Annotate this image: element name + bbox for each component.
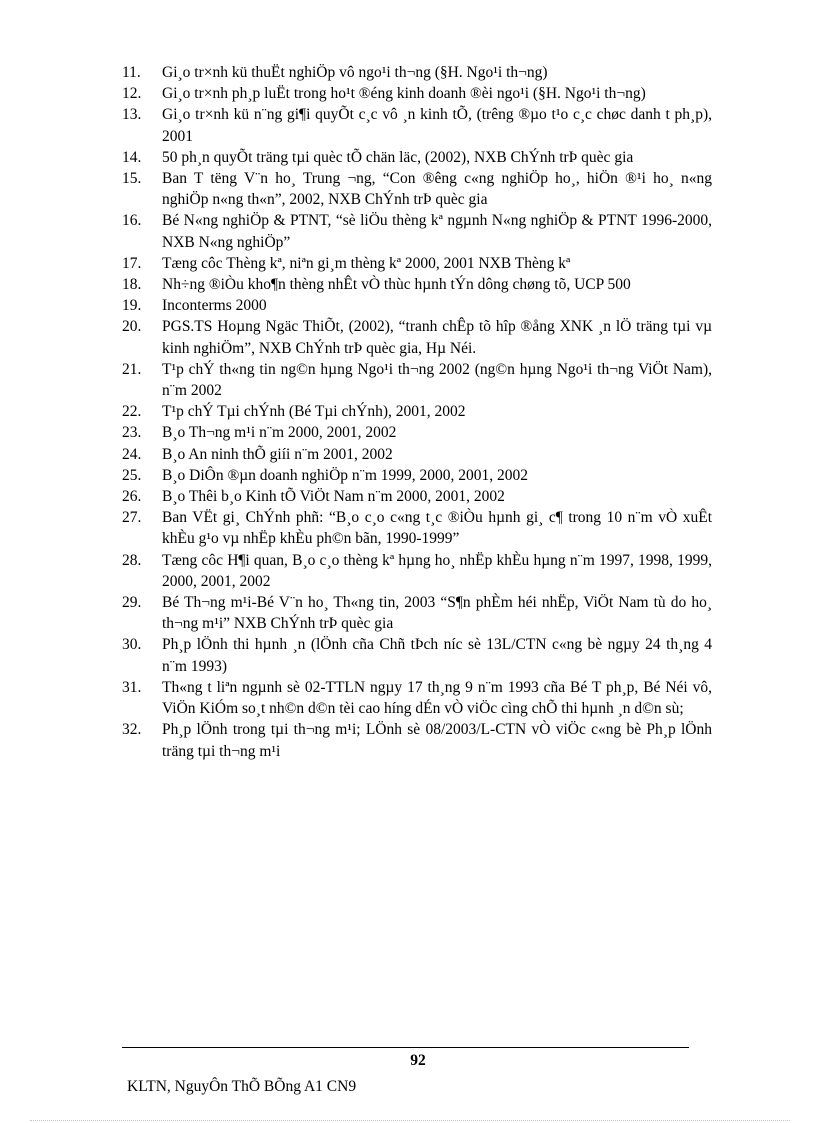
reference-item xyxy=(122,253,712,274)
reference-number: 17. xyxy=(122,254,142,272)
reference-item xyxy=(122,634,712,676)
reference-item xyxy=(122,677,712,719)
reference-item xyxy=(122,507,712,549)
reference-number: 30. xyxy=(122,636,142,654)
reference-number: 11. xyxy=(122,64,141,81)
reference-text: B¸o Th¬ng m¹i n¨m 2000, 2001, 2002 xyxy=(162,424,397,442)
reference-text: Ban VËt gi¸ ChÝnh phñ: “B¸o c¸o c«ng t¸c ®iÒu hµnh gi¸ c¶ trong 10 n¨m vÒ xuÊt khÈu g¹o vµ nhËp khÈu ph©n bãn, 1990-1999” xyxy=(162,509,712,548)
reference-text: Gi¸o tr×nh kü n¨ng gi¶i quyÕt c¸c vô ¸n kinh tÕ, (trêng ®µo t¹o c¸c chøc danh t ph¸p), 2001 xyxy=(162,106,712,145)
reference-number: 18. xyxy=(122,276,142,294)
footer-divider xyxy=(122,1047,689,1048)
reference-number: 13. xyxy=(122,106,142,124)
reference-text: Inconterms 2000 xyxy=(162,297,267,315)
reference-text: 50 ph¸n quyÕt träng tµi quèc tÕ chän läc, (2002), NXB ChÝnh trÞ quèc gia xyxy=(162,148,634,166)
reference-item xyxy=(122,359,712,401)
reference-item xyxy=(122,295,712,316)
reference-item xyxy=(122,83,712,104)
reference-text: Ph¸p lÖnh trong tµi th¬ng m¹i; LÖnh sè 08/2003/L-CTN vÒ viÖc c«ng bè Ph¸p lÖnh träng tµi th¬ng m¹i xyxy=(162,721,712,760)
reference-number: 12. xyxy=(122,85,142,103)
bottom-dotted-line xyxy=(30,1120,790,1121)
reference-text: Ban T tëng V¨n ho¸ Trung ¬ng, “Con ®êng c«ng nghiÖp ho¸, hiÖn ®¹i ho¸ n«ng nghiÖp n«ng th«n”, 2002, NXB ChÝnh trÞ quèc gia xyxy=(162,170,712,209)
reference-number: 28. xyxy=(122,551,142,569)
reference-number: 14. xyxy=(122,148,142,166)
reference-item xyxy=(122,62,712,83)
reference-text: Tæng côc H¶i quan, B¸o c¸o thèng kª hµng ho¸ nhËp khÈu hµng n¨m 1997, 1998, 1999, 2000, 2001, 2002 xyxy=(162,551,712,590)
reference-text: Gi¸o tr×nh kü thuËt nghiÖp vô ngo¹i th¬ng (§H. Ngo¹i th¬ng) xyxy=(162,64,548,81)
reference-text: B¸o Thêi b¸o Kinh tÕ ViÖt Nam n¨m 2000, 2001, 2002 xyxy=(162,488,505,506)
reference-text: B¸o DiÔn ®µn doanh nghiÖp n¨m 1999, 2000, 2001, 2002 xyxy=(162,466,528,484)
reference-number: 20. xyxy=(122,318,142,336)
reference-number: 16. xyxy=(122,212,142,230)
reference-list xyxy=(122,62,712,762)
reference-number: 27. xyxy=(122,509,142,527)
reference-number: 26. xyxy=(122,488,142,506)
reference-item xyxy=(122,274,712,295)
reference-text: Nh÷ng ®iÒu kho¶n thèng nhÊt vÒ thùc hµnh tÝn dông chøng tõ, UCP 500 xyxy=(162,276,631,294)
reference-text: T¹p chÝ th«ng tin ng©n hµng Ngo¹i th¬ng 2002 (ng©n hµng Ngo¹i th¬ng ViÖt Nam), n¨m 2002 xyxy=(162,360,712,400)
reference-item xyxy=(122,444,712,465)
reference-number: 25. xyxy=(122,466,142,484)
reference-text: Bé N«ng nghiÖp & PTNT, “sè liÖu thèng kª ngµnh N«ng nghiÖp & PTNT 1996-2000, NXB N«ng nghiÖp” xyxy=(162,212,712,251)
reference-number: 31. xyxy=(122,678,142,696)
reference-number: 19. xyxy=(122,297,142,315)
reference-number: 29. xyxy=(122,594,142,612)
reference-item xyxy=(122,316,712,358)
reference-text: T¹p chÝ Tµi chÝnh (Bé Tµi chÝnh), 2001, 2002 xyxy=(162,403,466,421)
reference-item xyxy=(122,422,712,443)
reference-number: 21. xyxy=(122,360,142,378)
reference-item xyxy=(122,486,712,507)
reference-text: PGS.TS Hoµng Ngäc ThiÕt, (2002), “tranh chÊp tõ hîp ®ång XNK ¸n lÖ träng tµi vµ kinh nghiÖm”, NXB ChÝnh trÞ quèc gia, Hµ Néi. xyxy=(162,318,712,357)
reference-item xyxy=(122,168,712,210)
reference-text: Ph¸p lÖnh thi hµnh ¸n (lÖnh cña Chñ tÞch níc sè 13L/CTN c«ng bè ngµy 24 th¸ng 4 n¨m 1993) xyxy=(162,636,712,675)
reference-item xyxy=(122,104,712,146)
reference-text: Tæng côc Thèng kª, niªn gi¸m thèng kª 2000, 2001 NXB Thèng kª xyxy=(162,254,571,272)
reference-item xyxy=(122,719,712,761)
reference-text: Th«ng t liªn ngµnh sè 02-TTLN ngµy 17 th¸ng 9 n¨m 1993 cña Bé T ph¸p, Bé Néi vô, ViÖn KiÓm so¸t nh©n d©n tèi cao híng dÉn vÒ viÖc cìng chÕ thi hµnh ¸n d©n sù; xyxy=(162,678,712,718)
reference-item xyxy=(122,465,712,486)
reference-item xyxy=(122,592,712,634)
footer-author-text: KLTN, NguyÔn ThÕ BÕng A1 CN9 xyxy=(127,1078,357,1095)
reference-text: B¸o An ninh thÕ giíi n¨m 2001, 2002 xyxy=(162,445,393,463)
reference-text: Gi¸o tr×nh ph¸p luËt trong ho¹t ®éng kinh doanh ®èi ngo¹i (§H. Ngo¹i th¬ng) xyxy=(162,85,646,103)
reference-item xyxy=(122,401,712,422)
reference-number: 24. xyxy=(122,445,142,463)
reference-item xyxy=(122,210,712,252)
reference-number: 32. xyxy=(122,721,142,739)
reference-number: 23. xyxy=(122,424,142,442)
reference-item xyxy=(122,147,712,168)
reference-text: Bé Th¬ng m¹i-Bé V¨n ho¸ Th«ng tin, 2003 “S¶n phÈm héi nhËp, ViÖt Nam tù do ho¸ th¬ng m¹i” NXB ChÝnh trÞ quèc gia xyxy=(162,594,712,633)
reference-number: 22. xyxy=(122,403,142,421)
page-number: 92 xyxy=(410,1052,426,1069)
reference-item xyxy=(122,550,712,592)
reference-number: 15. xyxy=(122,170,142,188)
